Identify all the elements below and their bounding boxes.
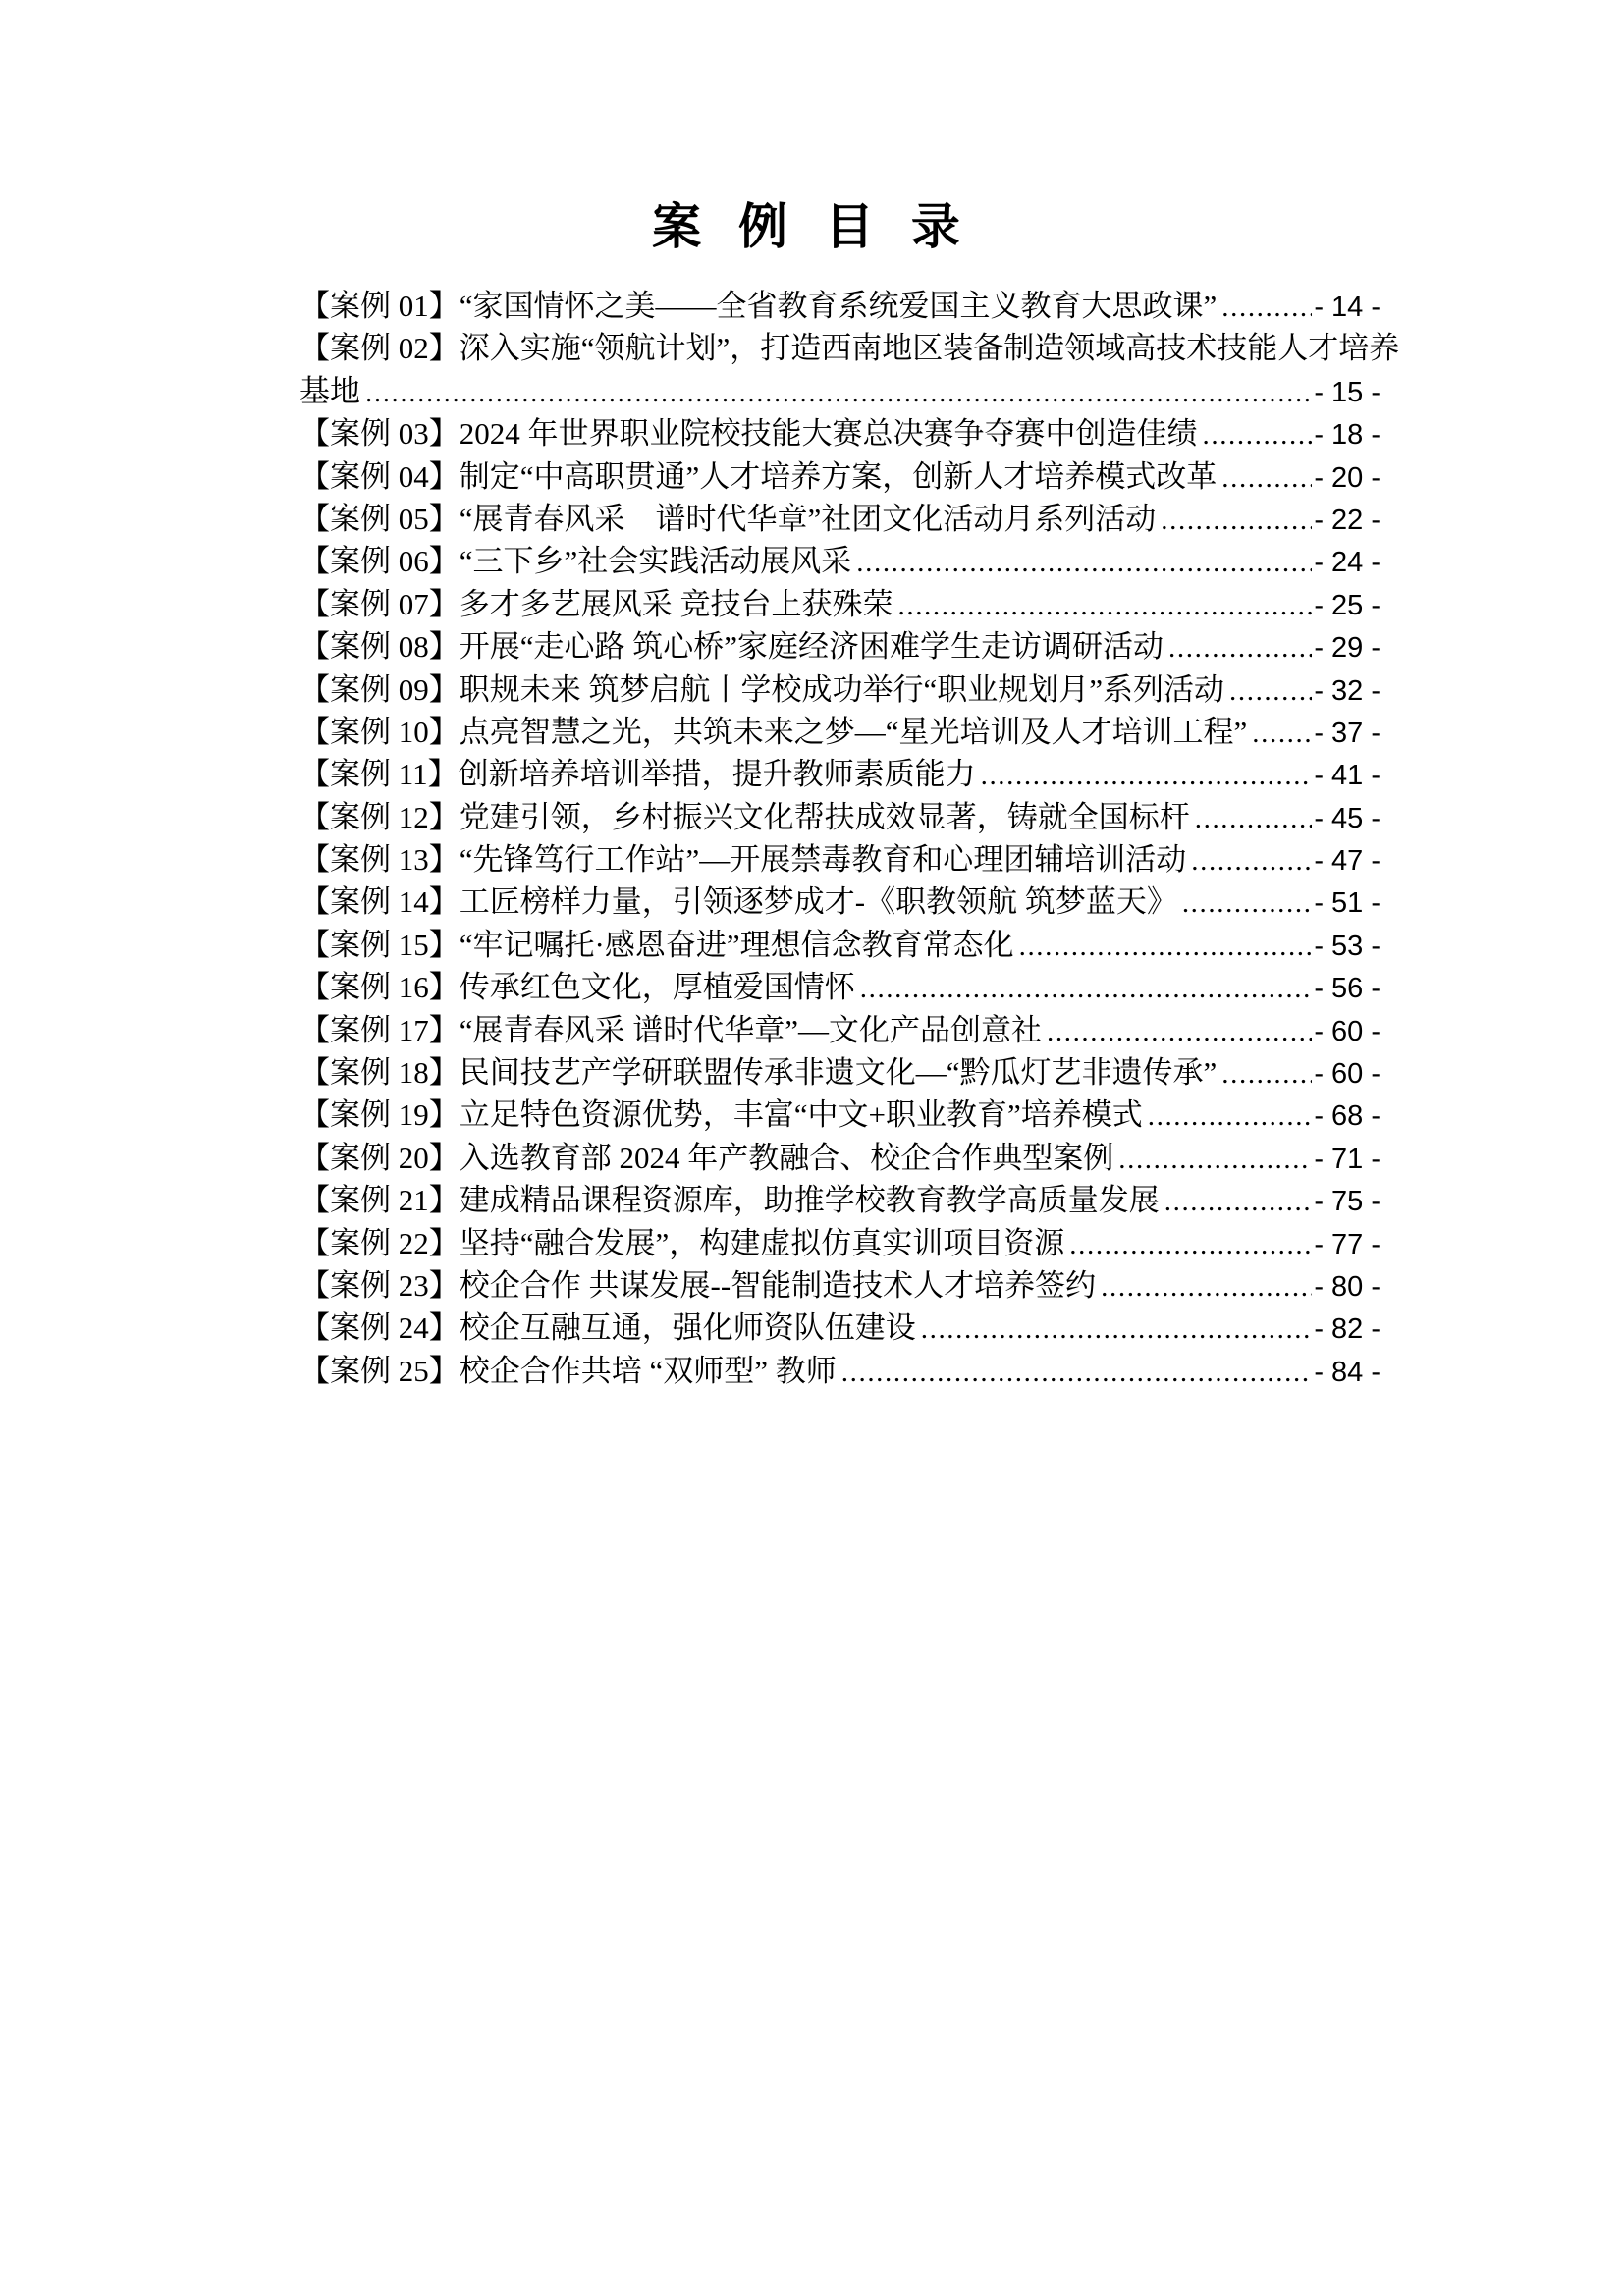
toc-entry[interactable] — [299, 711, 1422, 753]
toc-entry-label: 【案例 14】 — [299, 884, 460, 920]
toc-entry-label: 【案例 22】 — [299, 1225, 460, 1260]
toc-entry-title: “展青春风采 谱时代华章”社团文化活动月系列活动 — [459, 501, 1157, 536]
toc-entry-title: 校企互融互通，强化师资队伍建设 — [459, 1310, 916, 1346]
toc-entry[interactable] — [299, 1009, 1422, 1051]
dot-leader — [1252, 713, 1312, 755]
toc-list — [299, 285, 1422, 1392]
toc-entry[interactable] — [299, 796, 1422, 838]
toc-entry-title: 职规未来 筑梦启航丨学校成功举行“职业规划月”系列活动 — [459, 671, 1225, 707]
toc-entry-page: - 15 - — [1314, 376, 1380, 408]
toc-entry[interactable] — [299, 1350, 1422, 1392]
toc-entry-title: 党建引领，乡村振兴文化帮扶成效显著，铸就全国标杆 — [459, 799, 1190, 834]
toc-entry-title: “先锋笃行工作站”—开展禁毒教育和心理团辅培训活动 — [459, 842, 1187, 878]
toc-entry-page: - 18 - — [1314, 419, 1380, 452]
toc-entry-title: 入选教育部 2024 年产教融合、校企合作典型案例 — [459, 1140, 1114, 1175]
toc-entry-label: 【案例 21】 — [299, 1183, 460, 1218]
dot-leader — [1019, 926, 1313, 968]
toc-entry-label: 【案例 15】 — [299, 927, 460, 962]
toc-entry[interactable] — [299, 370, 1422, 412]
toc-entry-title: 深入实施“领航计划”，打造西南地区装备制造领域高技术技能人才培养 — [459, 331, 1400, 366]
dot-leader — [1161, 500, 1312, 542]
toc-entry[interactable] — [299, 327, 1422, 369]
toc-entry-page: - 24 - — [1314, 547, 1380, 579]
toc-entry-title: “展青春风采 谱时代华章”—文化产品创意社 — [459, 1012, 1043, 1047]
toc-entry-title: “牢记嘱托·感恩奋进”理想信念教育常态化 — [459, 927, 1014, 962]
toc-entry[interactable] — [299, 1179, 1422, 1221]
page-title: 案 例 目 录 — [652, 199, 972, 254]
toc-entry-page: - 37 - — [1314, 717, 1380, 749]
toc-entry[interactable] — [299, 668, 1422, 711]
toc-entry-title: 创新培养培训举措，提升教师素质能力 — [458, 757, 976, 792]
toc-entry-label: 【案例 16】 — [299, 970, 460, 1005]
toc-entry-page: - 29 - — [1314, 632, 1380, 665]
toc-entry-label: 【案例 06】 — [299, 544, 460, 579]
toc-entry-page: - 71 - — [1314, 1143, 1380, 1175]
dot-leader — [1221, 457, 1312, 500]
toc-entry-page: - 14 - — [1314, 292, 1380, 323]
dot-leader — [898, 585, 1313, 627]
dot-leader — [1203, 414, 1313, 456]
toc-entry[interactable] — [299, 1307, 1422, 1349]
toc-entry-label: 【案例 09】 — [299, 671, 460, 707]
dot-leader — [1168, 627, 1312, 669]
toc-entry-page: - 60 - — [1314, 1015, 1380, 1047]
toc-entry-page: - 22 - — [1314, 504, 1380, 536]
dot-leader — [841, 1352, 1313, 1394]
toc-entry[interactable] — [299, 838, 1422, 881]
toc-entry-title: 开展“走心路 筑心桥”家庭经济困难学生走访调研活动 — [459, 629, 1164, 665]
toc-entry[interactable] — [299, 1264, 1422, 1307]
toc-entry-title: 建成精品课程资源库，助推学校教育教学高质量发展 — [459, 1183, 1160, 1218]
dot-leader — [981, 755, 1313, 797]
toc-entry[interactable] — [299, 881, 1422, 923]
dot-leader — [1164, 1181, 1313, 1223]
dot-leader — [921, 1308, 1313, 1351]
toc-entry[interactable] — [299, 412, 1422, 454]
toc-entry-title: “三下乡”社会实践活动展风采 — [459, 544, 852, 579]
toc-entry-page: - 51 - — [1314, 887, 1380, 920]
toc-entry-page: - 77 - — [1314, 1228, 1380, 1260]
toc-entry-title: 多才多艺展风采 竞技台上获殊荣 — [459, 586, 893, 621]
toc-entry-page: - 53 - — [1314, 930, 1380, 962]
toc-entry-page: - 68 - — [1314, 1100, 1380, 1133]
toc-entry-label: 【案例 04】 — [299, 458, 460, 494]
toc-entry-label: 【案例 05】 — [299, 501, 460, 536]
toc-entry-page: - 25 - — [1314, 589, 1380, 621]
toc-entry[interactable] — [299, 540, 1422, 582]
toc-entry-label: 【案例 08】 — [299, 629, 460, 665]
dot-leader — [1195, 798, 1313, 840]
toc-entry-label: 【案例 12】 — [299, 799, 460, 834]
toc-entry-title: “家国情怀之美——全省教育系统爱国主义教育大思政课” — [459, 289, 1218, 323]
toc-entry-label: 【案例 02】 — [299, 331, 460, 366]
toc-entry-page: - 20 - — [1314, 461, 1380, 494]
toc-entry-label: 【案例 03】 — [299, 416, 460, 452]
toc-entry[interactable] — [299, 498, 1422, 540]
dot-leader — [860, 968, 1313, 1010]
toc-entry-page: - 32 - — [1314, 674, 1380, 707]
toc-entry-title: 工匠榜样力量，引领逐梦成才-《职教领航 筑梦蓝天》 — [459, 884, 1177, 920]
dot-leader — [1221, 287, 1312, 329]
toc-entry-page: - 56 - — [1314, 973, 1380, 1005]
toc-entry-title: 立足特色资源优势，丰富“中文+职业教育”培养模式 — [459, 1097, 1143, 1133]
toc-entry-label: 【案例 18】 — [299, 1055, 460, 1091]
toc-entry-title: 传承红色文化，厚植爱国情怀 — [459, 970, 855, 1005]
toc-entry-page: - 75 - — [1314, 1186, 1380, 1218]
toc-entry[interactable] — [299, 1222, 1422, 1264]
toc-entry-label: 【案例 11】 — [299, 757, 459, 792]
dot-leader — [1182, 882, 1312, 925]
toc-entry[interactable] — [299, 1051, 1422, 1094]
toc-entry-label: 【案例 24】 — [299, 1310, 460, 1346]
toc-entry-label: 【案例 07】 — [299, 586, 460, 621]
toc-entry-label: 【案例 01】 — [299, 289, 460, 323]
toc-entry-label: 【案例 10】 — [299, 714, 460, 749]
dot-leader — [1118, 1139, 1312, 1181]
toc-entry[interactable] — [299, 924, 1422, 966]
toc-entry-title: 坚持“融合发展”，构建虚拟仿真实训项目资源 — [459, 1225, 1065, 1260]
toc-entry-page: - 60 - — [1314, 1058, 1380, 1091]
toc-entry-page: - 84 - — [1314, 1356, 1380, 1388]
dot-leader — [1047, 1011, 1312, 1053]
toc-entry[interactable] — [299, 625, 1422, 667]
toc-entry-label: 【案例 19】 — [299, 1097, 460, 1133]
toc-entry-label: 【案例 20】 — [299, 1140, 460, 1175]
toc-entry[interactable] — [299, 583, 1422, 625]
toc-entry-title: 制定“中高职贯通”人才培养方案，创新人才培养模式改革 — [459, 458, 1218, 494]
dot-leader — [1069, 1224, 1312, 1266]
toc-entry-label: 【案例 23】 — [299, 1267, 460, 1303]
toc-entry-title: 民间技艺产学研联盟传承非遗文化—“黔瓜灯艺非遗传承” — [459, 1055, 1218, 1091]
toc-entry[interactable] — [299, 1094, 1422, 1136]
toc-entry-page: - 45 - — [1314, 802, 1380, 834]
toc-entry-page: - 41 - — [1314, 760, 1380, 792]
toc-entry[interactable] — [299, 455, 1422, 498]
dot-leader — [1221, 1053, 1312, 1095]
toc-entry-page: - 47 - — [1314, 845, 1380, 878]
dot-leader — [1229, 670, 1312, 713]
toc-entry[interactable] — [299, 966, 1422, 1008]
toc-entry[interactable] — [299, 285, 1422, 327]
toc-entry-title: 点亮智慧之光，共筑未来之梦—“星光培训及人才培训工程” — [459, 714, 1248, 749]
dot-leader — [856, 542, 1312, 584]
toc-entry-label: 【案例 17】 — [299, 1012, 460, 1047]
toc-entry-title: 校企合作共培 “双师型” 教师 — [459, 1353, 837, 1388]
toc-entry-title: 校企合作 共谋发展--智能制造技术人才培养签约 — [459, 1267, 1097, 1303]
toc-entry-page: - 80 - — [1314, 1270, 1380, 1303]
toc-entry-label: 【案例 13】 — [299, 842, 460, 878]
toc-entry-title: 基地 — [299, 373, 360, 408]
dot-leader — [1191, 840, 1312, 882]
dot-leader — [1101, 1266, 1312, 1308]
toc-entry[interactable] — [299, 1137, 1422, 1179]
toc-entry-label: 【案例 25】 — [299, 1353, 460, 1388]
dot-leader — [365, 372, 1312, 414]
toc-entry[interactable] — [299, 753, 1422, 795]
toc-entry-title: 2024 年世界职业院校技能大赛总决赛争夺赛中创造佳绩 — [459, 416, 1198, 452]
dot-leader — [1148, 1095, 1313, 1138]
toc-entry-page: - 82 - — [1314, 1313, 1380, 1346]
